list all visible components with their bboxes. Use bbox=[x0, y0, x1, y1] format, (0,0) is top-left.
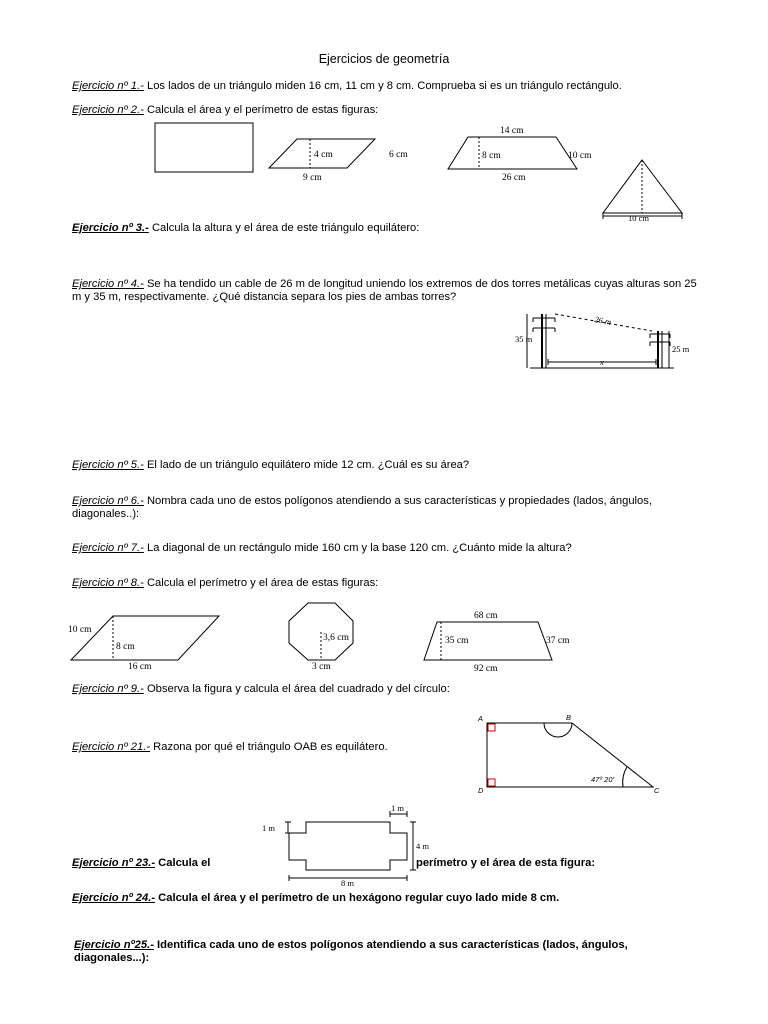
page-title: Ejercicios de geometría bbox=[318, 52, 450, 66]
trapezoid2-base-label: 92 cm bbox=[474, 664, 498, 674]
octagon-apothem-label: 3,6 cm bbox=[323, 633, 349, 643]
exercise-text: Calcula el área y el perímetro de estas figuras: bbox=[143, 104, 379, 116]
exercise-text: Razona por qué el triángulo OAB es equilátero. bbox=[150, 741, 388, 753]
cross-width-label: 8 m bbox=[341, 878, 354, 888]
cross-height-label: 4 m bbox=[416, 841, 429, 851]
vertex-a-label: A bbox=[478, 714, 484, 723]
exercise-label: Ejercicio nº 1.- bbox=[72, 80, 144, 92]
vertex-c-label: C bbox=[654, 786, 660, 795]
angle-label: 47º 20' bbox=[591, 775, 614, 784]
trapezoid2-height-label: 35 cm bbox=[445, 636, 469, 646]
trapezoid2-side-label: 37 cm bbox=[546, 636, 570, 646]
exercise-label: Ejercicio nº 6.- bbox=[72, 495, 144, 507]
exercise-text: Se ha tendido un cable de 26 m de longitud uniendo los extremos de dos torres metálicas cuyas alturas son 25 m y 35 m, respectivamente. ¿Qué distancia separa los pies de ambas torres? bbox=[72, 278, 697, 304]
exercise-text: Observa la figura y calcula el área del cuadrado y del círculo: bbox=[143, 683, 450, 695]
notch-height-label: 1 m bbox=[262, 823, 275, 833]
exercise-label: Ejercicio nº25.- bbox=[74, 939, 154, 951]
exercise-text: Calcula el bbox=[155, 857, 211, 869]
trapezoid-side-label: 10 cm bbox=[568, 151, 592, 161]
vertex-d-label: D bbox=[478, 786, 484, 795]
exercise-text: Calcula la altura y el área de este triángulo equilátero: bbox=[148, 222, 420, 234]
triangle-base-label: 10 cm bbox=[628, 213, 650, 223]
vertex-b-label: B bbox=[566, 713, 572, 722]
parallelogram-height-label: 4 cm bbox=[314, 150, 333, 160]
parallelogram2-height-label: 8 cm bbox=[116, 642, 135, 652]
exercise-text: Nombra cada uno de estos polígonos atendiendo a sus características y propiedades (lados, ángulos, diagonales..): bbox=[72, 495, 652, 521]
exercise-text: La diagonal de un rectángulo mide 160 cm y la base 120 cm. ¿Cuánto mide la altura? bbox=[143, 542, 572, 554]
parallelogram2-base-label: 16 cm bbox=[128, 662, 152, 672]
trapezoid-base-label: 26 cm bbox=[502, 173, 526, 183]
trapezoid-height-label: 8 cm bbox=[482, 151, 501, 161]
exercise-text: Los lados de un triángulo miden 16 cm, 11 cm y 8 cm. Comprueba si es un triángulo rectángulo. bbox=[143, 80, 622, 92]
exercise-24 bbox=[72, 892, 702, 905]
parallelogram2-side-label: 10 cm bbox=[68, 625, 92, 635]
exercise-text: Identifica cada uno de estos polígonos atendiendo a sus características (lados, ángulos, diagonales...): bbox=[74, 939, 628, 965]
cable-length-label: 26 m bbox=[593, 314, 612, 327]
tower-left-height-label: 35 m bbox=[515, 334, 533, 344]
exercise-label: Ejercicio nº 4.- bbox=[72, 278, 144, 290]
trapezoid2-top-label: 68 cm bbox=[474, 611, 498, 621]
octagon-side-label: 3 cm bbox=[312, 662, 331, 672]
trapezoid-top-label: 14 cm bbox=[500, 126, 524, 136]
exercise-text: El lado de un triángulo equilátero mide 12 cm. ¿Cuál es su área? bbox=[143, 459, 470, 471]
exercise-23-continued: perímetro y el área de esta figura: bbox=[416, 857, 596, 869]
exercise-text: Calcula el perímetro y el área de estas figuras: bbox=[143, 577, 379, 589]
parallelogram-side-label: 6 cm bbox=[389, 150, 408, 160]
exercise-label: Ejercicio nº 3.- bbox=[72, 222, 149, 234]
exercise-label: Ejercicio nº 2.- bbox=[72, 104, 144, 116]
exercise-label: Ejercicio nº 24.- bbox=[72, 892, 156, 904]
tower-right-height-label: 25 m bbox=[672, 344, 690, 354]
exercise-text: Calcula el área y el perímetro de un hexágono regular cuyo lado mide 8 cm. bbox=[155, 892, 560, 904]
distance-label: x bbox=[600, 357, 604, 367]
exercise-label: Ejercicio nº 8.- bbox=[72, 577, 144, 589]
exercise-25 bbox=[74, 939, 704, 966]
exercise-label: Ejercicio nº 21.- bbox=[72, 741, 151, 753]
exercise-label: Ejercicio nº 5.- bbox=[72, 459, 144, 471]
exercise-label: Ejercicio nº 7.- bbox=[72, 542, 144, 554]
parallelogram-base-label: 9 cm bbox=[303, 173, 322, 183]
notch-width-label: 1 m bbox=[391, 803, 404, 813]
exercise-label: Ejercicio nº 23.- bbox=[72, 857, 156, 869]
exercise-label: Ejercicio nº 9.- bbox=[72, 683, 144, 695]
